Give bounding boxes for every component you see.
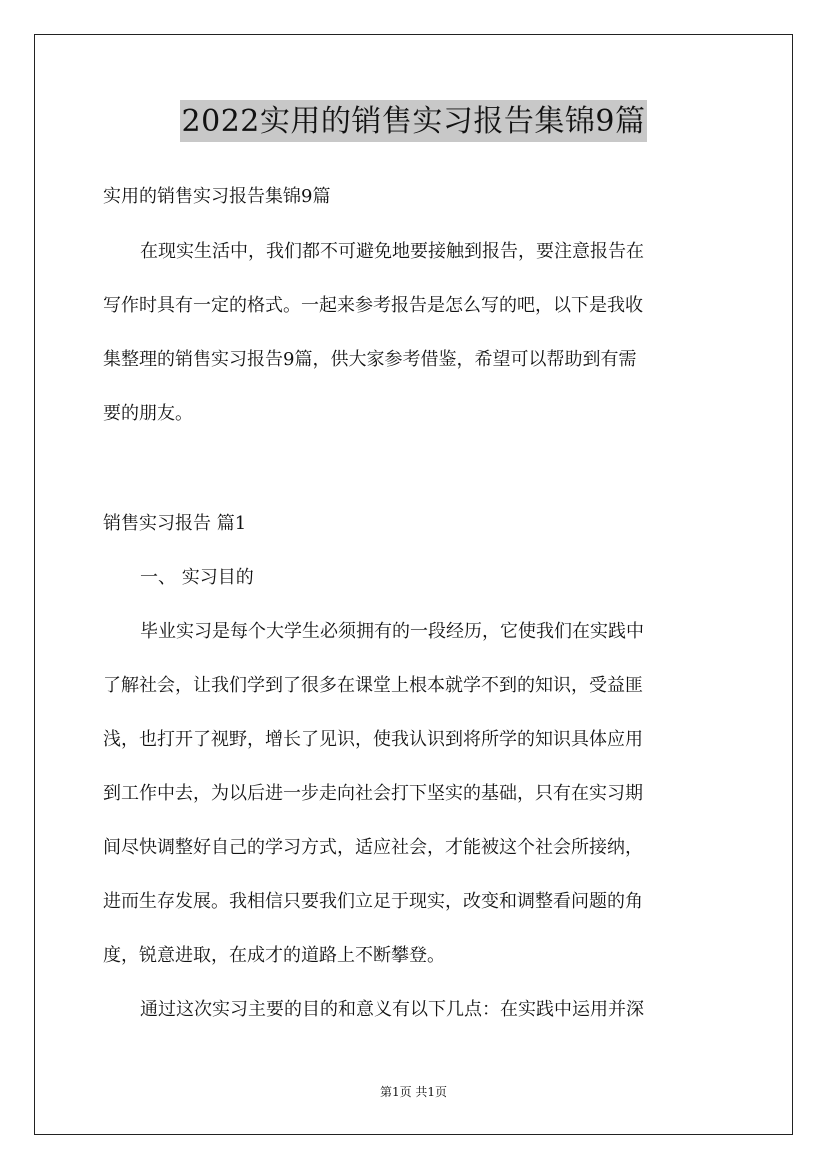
intro-line: 在现实生活中，我们都不可避免地要接触到报告，要注意报告在	[140, 241, 644, 262]
body-line: 了解社会，让我们学到了很多在课堂上根本就学不到的知识，受益匪	[103, 675, 643, 696]
body-line: 到工作中去，为以后进一步走向社会打下坚实的基础，只有在实习期	[103, 783, 643, 804]
document-subtitle: 实用的销售实习报告集锦9篇	[103, 186, 331, 207]
subsection-heading: 一、 实习目的	[140, 567, 254, 588]
intro-line: 要的朋友。	[103, 403, 193, 424]
intro-line: 集整理的销售实习报告9篇，供大家参考借鉴，希望可以帮助到有需	[103, 349, 637, 370]
body-line: 浅，也打开了视野，增长了见识，使我认识到将所学的知识具体应用	[103, 729, 643, 750]
body-line: 进而生存发展。我相信只要我们立足于现实，改变和调整看问题的角	[103, 891, 643, 912]
document-title: 2022实用的销售实习报告集锦9篇	[180, 100, 648, 142]
page-footer: 第1页 共1页	[379, 1085, 448, 1099]
body-line: 间尽快调整好自己的学习方式，适应社会，才能被这个社会所接纳，	[103, 837, 643, 858]
body-line: 毕业实习是每个大学生必须拥有的一段经历，它使我们在实践中	[140, 621, 644, 642]
section-heading: 销售实习报告 篇1	[103, 513, 247, 534]
intro-line: 写作时具有一定的格式。一起来参考报告是怎么写的吧，以下是我收	[103, 295, 643, 316]
body-line: 度，锐意进取，在成才的道路上不断攀登。	[103, 945, 445, 966]
closing-line: 通过这次实习主要的目的和意义有以下几点：在实践中运用并深	[140, 999, 644, 1020]
title-container	[0, 100, 827, 142]
